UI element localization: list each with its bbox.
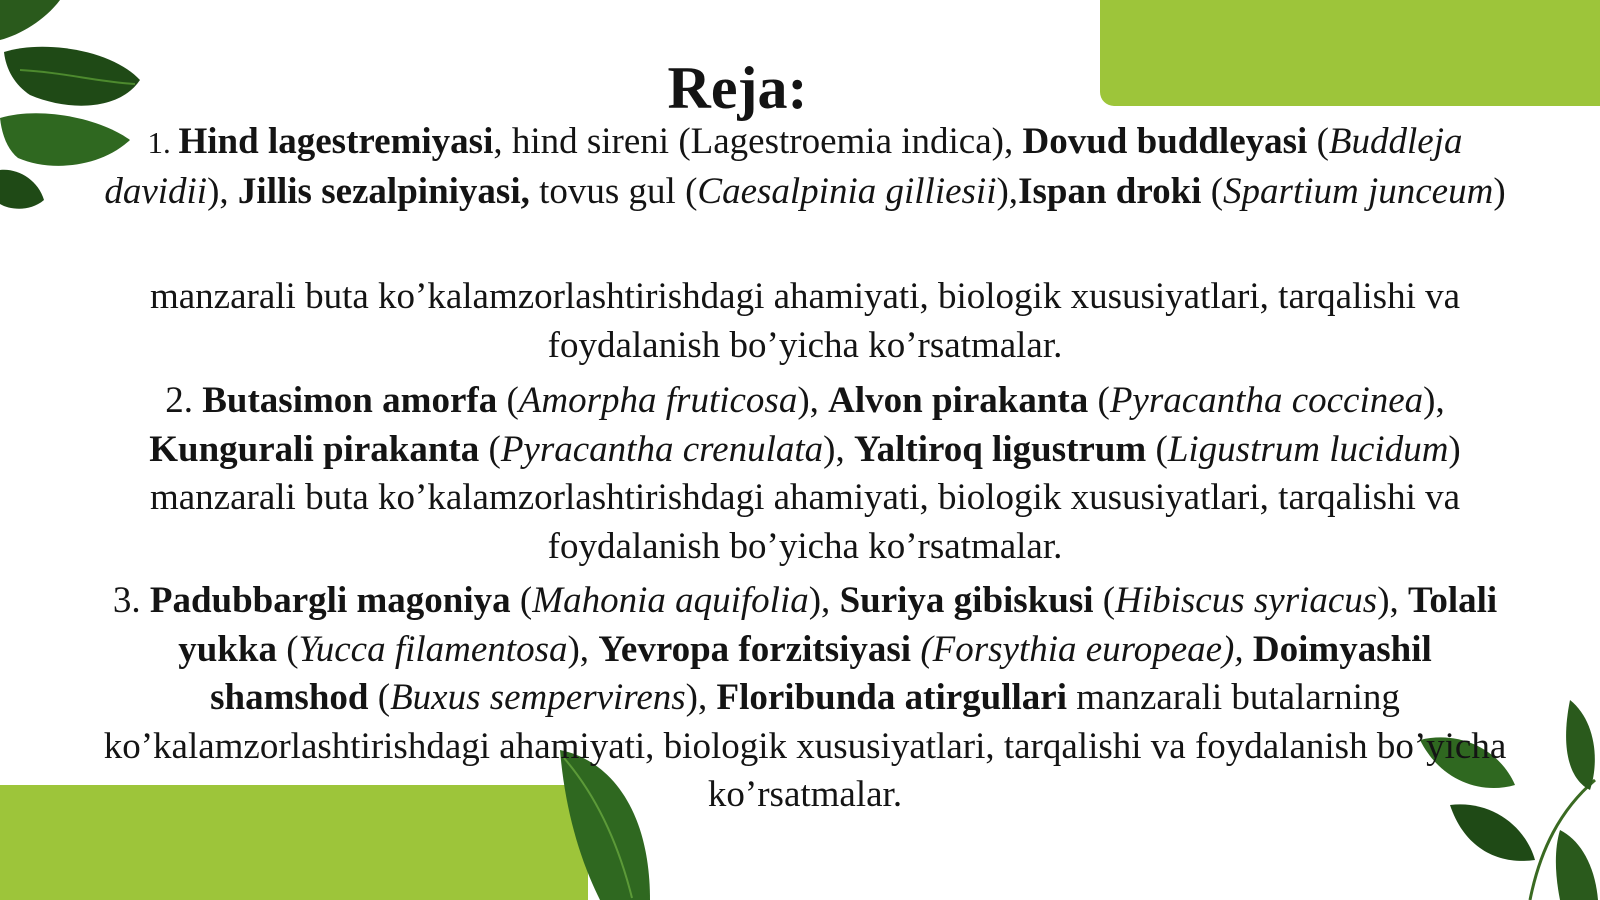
text-run: ) [1493, 170, 1506, 212]
slide-title: Reja: [667, 55, 808, 121]
latin-name: Caesalpinia gilliesii [697, 170, 997, 212]
text-run: ), [1423, 380, 1445, 421]
plan-item-2 [100, 377, 1510, 571]
plan-item-1-continuation: manzarali buta ko’kalamzorlashtirishdagi ahamiyati, biologik xususiyatlari, tarqalishi va foydalanish bo’yicha ko’rsatmalar. [149, 276, 1461, 366]
text-run: ), [207, 170, 238, 212]
text-run: ), [823, 428, 854, 470]
text-run: ( [497, 380, 519, 421]
plant-name: Suriya gibiskusi [839, 580, 1094, 621]
text-run: ), [808, 580, 840, 621]
latin-name: Pyracantha coccinea [1109, 380, 1424, 421]
latin-name: Mahonia aquifolia [532, 580, 809, 621]
item-number: 2. [165, 380, 203, 421]
latin-name: (Forsythia europeae), [920, 628, 1244, 670]
text-run: ( [276, 628, 299, 670]
text-run: manzarali butalarning ko’kalamzorlashtirishdagi ahamiyati, biologik xususiyatlari, tarqalishi va foydalanish bo’yicha ko’rsatmalar. [103, 677, 1507, 815]
plant-name: Butasimon amorfa [202, 380, 498, 421]
text-run: tovus gul ( [529, 170, 698, 212]
latin-name: Yucca filamentosa [298, 628, 568, 670]
plan-item-3 [100, 577, 1510, 820]
plant-name: Yaltiroq ligustrum [853, 428, 1147, 470]
plant-name: Alvon pirakanta [828, 380, 1089, 421]
text-run: ), [797, 380, 829, 421]
plant-name: Dovud buddleyasi [1022, 121, 1308, 162]
text-run: ), [1377, 580, 1409, 621]
text-run: ( [368, 677, 391, 718]
plant-name: Tolali yukka [178, 580, 1498, 670]
text-run: ( [1088, 380, 1110, 421]
text-run: ( [479, 428, 501, 470]
text-run: ( [1307, 121, 1329, 162]
latin-name: Pyracantha crenulata [500, 428, 824, 470]
text-run: ( [510, 580, 533, 621]
plant-name: Jillis sezalpiniyasi, [237, 170, 530, 212]
text-run: ( [1146, 428, 1168, 470]
plan-item-1 [100, 118, 1510, 216]
item-number: 1. [147, 125, 179, 160]
text-run: ), [996, 170, 1019, 212]
text-run: , hind sireni (Lagestroemia indica), [493, 121, 1023, 162]
plant-name: Floribunda atirgullari [716, 677, 1067, 718]
plant-name: Doimyashil shamshod [210, 628, 1432, 718]
latin-name: Buxus sempervirens [390, 677, 686, 718]
text-run [1244, 629, 1253, 670]
text-run: ( [1093, 580, 1116, 621]
latin-name: Spartium junceum [1223, 170, 1494, 212]
plant-name: Yevropa forzitsiyasi [598, 628, 912, 670]
text-run: ) manzarali buta ko’kalamzorlashtirishdagi ahamiyati, biologik xususiyatlari, tarqalishi va foydalanish bo’yicha ko’rsatmalar. [149, 428, 1461, 567]
plant-name: Kungurali pirakanta [149, 428, 480, 470]
text-run: ), [685, 677, 717, 718]
latin-name: Amorpha fruticosa [518, 380, 798, 421]
latin-name: Buddleja davidii [104, 121, 1463, 212]
item-number: 3. [112, 580, 150, 621]
plant-name: Ispan droki [1018, 170, 1202, 212]
plant-name: Hind lagestremiyasi [178, 121, 494, 162]
plant-name: Padubbargli magoniya [149, 580, 511, 621]
latin-name: Ligustrum lucidum [1167, 428, 1449, 470]
text-run: ), [567, 628, 599, 670]
text-run: ( [1201, 170, 1224, 212]
latin-name: Hibiscus syriacus [1115, 580, 1378, 621]
text-run [911, 629, 920, 670]
